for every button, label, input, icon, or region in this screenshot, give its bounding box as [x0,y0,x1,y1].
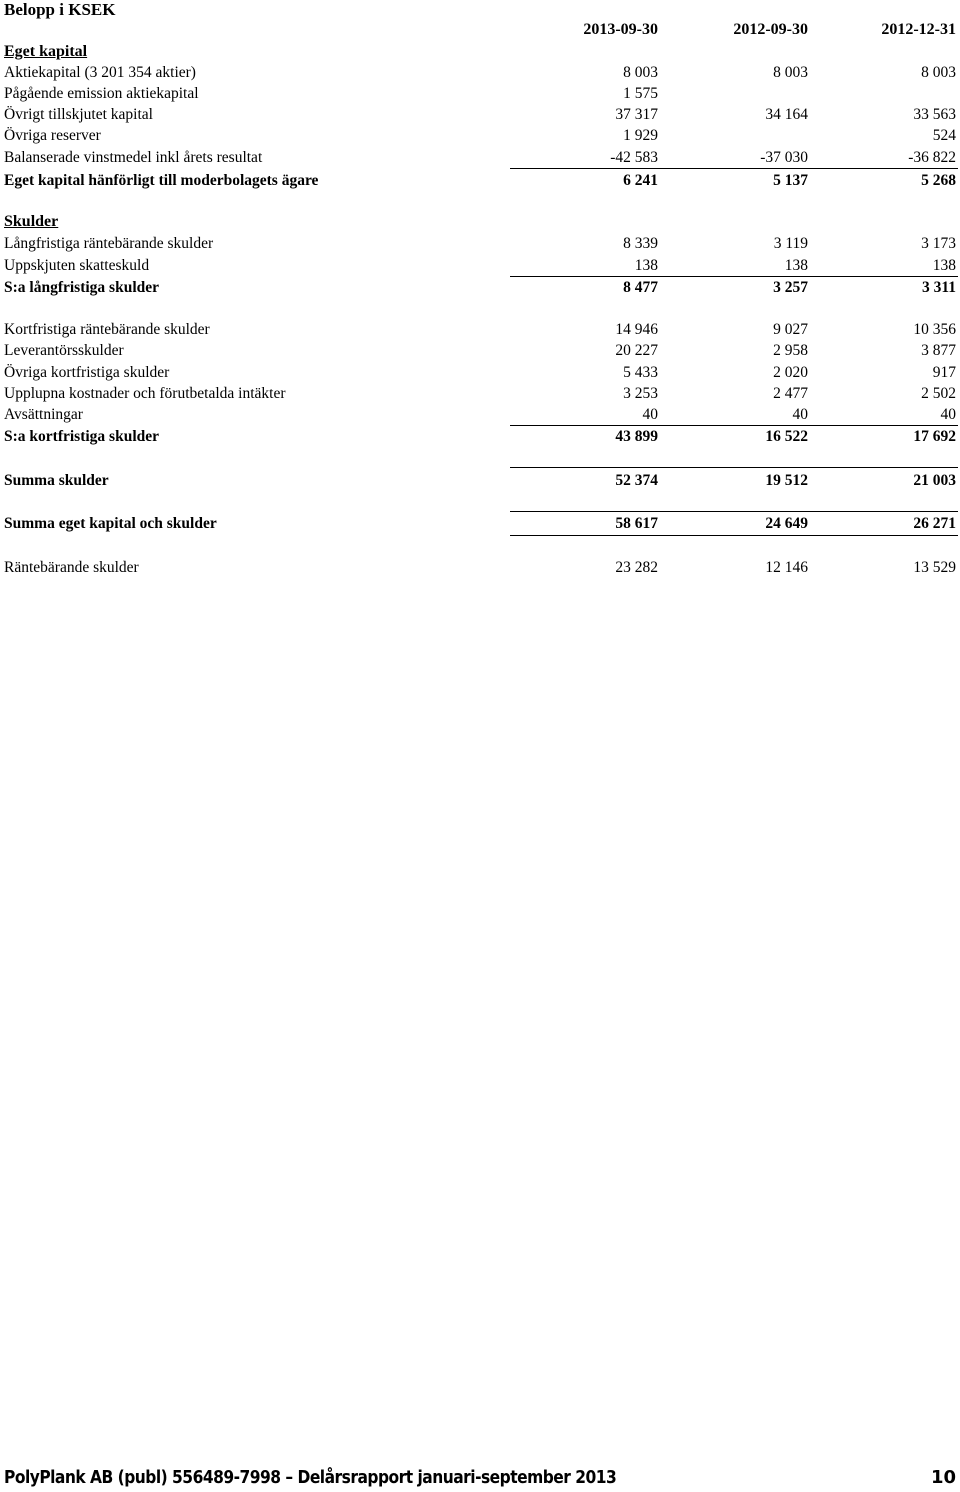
cell-2013-09-30: 23 282 [615,559,658,576]
cell-2012-12-31: 917 [932,364,956,381]
cell-2012-12-31: 3 173 [921,235,956,252]
cell-2012-09-30: 24 649 [765,515,808,532]
cell-2012-12-31: 2 502 [921,385,956,402]
row-label: Kortfristiga räntebärande skulder [4,321,210,338]
table-row [0,404,960,425]
cell-2013-09-30: 6 241 [623,172,658,189]
row-label: Långfristiga räntebärande skulder [4,235,214,252]
cell-2012-09-30: 2 020 [773,364,808,381]
cell-2012-12-31: -36 822 [908,149,956,166]
table-row [0,557,960,578]
row-label: Summa skulder [4,472,109,489]
cell-2013-09-30: 3 253 [623,385,658,402]
cell-2013-09-30: 5 433 [623,364,658,381]
row-label: S:a långfristiga skulder [4,279,160,296]
table-row-subtotal [0,277,960,298]
cell-2012-09-30: 3 119 [773,235,808,252]
cell-2013-09-30: 43 899 [615,428,658,445]
table-row [0,83,960,104]
cell-2012-12-31: 524 [932,127,956,144]
table-row-total [0,470,960,491]
cell-2013-09-30: 8 003 [623,64,658,81]
row-label: Balanserade vinstmedel inkl årets resultat [4,149,263,166]
cell-2012-12-31: 17 692 [913,428,956,445]
row-label: Övriga reserver [4,127,101,144]
cell-2012-09-30: 16 522 [765,428,808,445]
page-footer-text: PolyPlank AB (publ) 556489-7998 – Delårsrapport januari-september 2013 [4,1467,617,1488]
cell-2013-09-30: 52 374 [615,472,658,489]
cell-2013-09-30: -42 583 [610,149,658,166]
cell-2012-12-31: 33 563 [913,106,956,123]
table-row [0,383,960,404]
column-header-2012-09-30: 2012-09-30 [733,21,808,38]
cell-2013-09-30: 14 946 [615,321,658,338]
cell-2012-09-30: 40 [792,406,808,423]
table-row [0,62,960,83]
cell-2012-09-30: -37 030 [760,149,808,166]
cell-2013-09-30: 40 [642,406,658,423]
row-label: Uppskjuten skatteskuld [4,257,150,274]
table-row [0,362,960,383]
cell-2012-09-30: 2 958 [773,342,808,359]
cell-2012-09-30: 8 003 [773,64,808,81]
cell-2013-09-30: 8 477 [623,279,658,296]
table-row-subtotal [0,426,960,447]
cell-2013-09-30: 138 [634,257,658,274]
section-heading-liabilities: Skulder [4,213,59,230]
cell-2012-12-31: 21 003 [913,472,956,489]
row-label: Övrigt tillskjutet kapital [4,106,153,123]
cell-2012-12-31: 26 271 [913,515,956,532]
subtotal-rule [510,168,958,169]
cell-2012-09-30: 9 027 [773,321,808,338]
row-label: Pågående emission aktiekapital [4,85,199,102]
cell-2013-09-30: 8 339 [623,235,658,252]
row-label: Leverantörsskulder [4,342,124,359]
table-row [0,104,960,125]
table-row [0,125,960,146]
cell-2012-09-30: 2 477 [773,385,808,402]
double-rule [510,535,958,536]
table-row [0,319,960,340]
cell-2012-12-31: 5 268 [921,172,956,189]
cell-2013-09-30: 1 929 [623,127,658,144]
cell-2013-09-30: 37 317 [615,106,658,123]
table-title: Belopp i KSEK [4,0,116,19]
column-header-2012-12-31: 2012-12-31 [881,21,956,38]
row-label: Upplupna kostnader och förutbetalda intäkter [4,385,286,402]
table-row [0,233,960,254]
row-label: Räntebärande skulder [4,559,139,576]
row-label: Avsättningar [4,406,83,423]
table-row-total [0,513,960,534]
column-header-2013-09-30: 2013-09-30 [583,21,658,38]
cell-2012-09-30: 3 257 [773,279,808,296]
cell-2012-12-31: 10 356 [913,321,956,338]
cell-2012-12-31: 13 529 [913,559,956,576]
cell-2013-09-30: 1 575 [623,85,658,102]
table-row [0,340,960,361]
subtotal-rule [510,467,958,468]
row-label: Aktiekapital (3 201 354 aktier) [4,64,196,81]
table-row [0,255,960,276]
cell-2012-09-30: 34 164 [765,106,808,123]
row-label: S:a kortfristiga skulder [4,428,159,445]
cell-2013-09-30: 20 227 [615,342,658,359]
row-label: Eget kapital hänförligt till moderbolagets ägare [4,172,319,189]
total-rule [510,511,958,512]
cell-2012-12-31: 40 [940,406,956,423]
row-label: Summa eget kapital och skulder [4,515,217,532]
page-number: 10 [930,1467,956,1488]
cell-2012-12-31: 8 003 [921,64,956,81]
cell-2012-09-30: 138 [784,257,808,274]
cell-2012-09-30: 12 146 [765,559,808,576]
cell-2012-12-31: 3 877 [921,342,956,359]
cell-2012-12-31: 138 [932,257,956,274]
section-heading-equity: Eget kapital [4,43,88,60]
row-label: Övriga kortfristiga skulder [4,364,170,381]
table-row-subtotal [0,170,960,191]
cell-2012-09-30: 5 137 [773,172,808,189]
cell-2012-12-31: 3 311 [921,279,956,296]
cell-2012-09-30: 19 512 [765,472,808,489]
cell-2013-09-30: 58 617 [615,515,658,532]
table-row [0,147,960,168]
